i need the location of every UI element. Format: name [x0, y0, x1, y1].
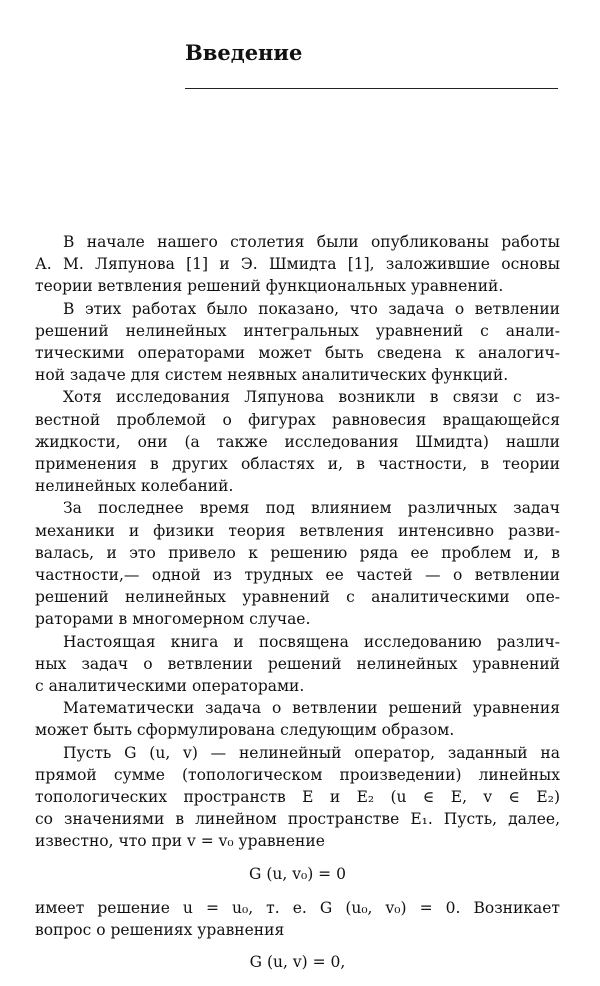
text-line: частности,— одной из трудных ее частей — о ветвлении: [35, 566, 560, 585]
text-line: валась, и это привело к решению ряда ее проблем и, в: [35, 543, 560, 562]
page-title: Введение: [185, 40, 303, 65]
text-line: раторами в многомерном случае.: [35, 610, 311, 629]
text-line: с аналитическими операторами.: [35, 677, 305, 696]
text-line: Математически задача о ветвлении решений уравнения: [63, 699, 560, 718]
text-line: А. М. Ляпунова [1] и Э. Шмидта [1], заложившие основы: [35, 255, 560, 274]
text-line: За последнее время под влиянием различных задач: [63, 499, 560, 518]
text-line: В начале нашего столетия были опубликованы работы: [63, 233, 560, 251]
paragraph: [35, 231, 560, 298]
text-line: ной задаче для систем неявных аналитических функций.: [35, 366, 509, 385]
text-line: Настоящая книга и посвящена исследованию различ-: [63, 632, 560, 651]
paragraph: [35, 631, 560, 698]
text-line: жидкости, они (а также исследования Шмидта) нашли: [35, 432, 560, 451]
text-line: применения в других областях и, в частности, в теории: [35, 455, 560, 474]
text-line: вопрос о решениях уравнения: [35, 921, 285, 940]
paragraph: [35, 742, 560, 853]
text-line: В этих работах было показано, что задача о ветвлении: [63, 299, 560, 318]
text-line: теории ветвления решений функциональных уравнений.: [35, 277, 504, 296]
text-line: со значениями в линейном пространстве E₁. Пусть, далее,: [35, 810, 560, 829]
text-line: топологических пространств E и E₂ (u ∈ E, v ∈ E₂): [35, 788, 560, 807]
text-line: решений нелинейных интегральных уравнений с анали-: [35, 321, 560, 340]
paragraph: [35, 497, 560, 630]
text-line: решений нелинейных уравнений с аналитическими опе-: [35, 588, 560, 607]
text-line: механики и физики теория ветвления интенсивно разви-: [35, 521, 560, 540]
paragraph: [35, 897, 560, 941]
text-line: может быть сформулирована следующим образом.: [35, 721, 455, 740]
heading-rule: [185, 88, 558, 89]
text-line: известно, что при v = v₀ уравнение: [35, 832, 325, 851]
equation: G (u, v₀) = 0: [249, 864, 346, 883]
text-line: имеет решение u = u₀, т. е. G (u₀, v₀) = 0. Возникает: [35, 898, 560, 917]
text-line: прямой сумме (топологическом произведении) линейных: [35, 765, 560, 784]
paragraph: [35, 298, 560, 387]
text-line: нелинейных колебаний.: [35, 477, 234, 496]
text-line: Пусть G (u, v) — нелинейный оператор, заданный на: [63, 743, 560, 762]
text-line: ных задач о ветвлении решений нелинейных уравнений: [35, 654, 560, 673]
text-line: тическими операторами может быть сведена к аналогич-: [35, 344, 560, 363]
paragraph: [35, 386, 560, 497]
text-line: Хотя исследования Ляпунова возникли в связи с из-: [63, 388, 560, 407]
equation: G (u, v) = 0,: [249, 953, 346, 972]
paragraph: [35, 697, 560, 741]
body-text: [35, 231, 560, 986]
text-line: вестной проблемой о фигурах равновесия вращающейся: [35, 410, 560, 429]
